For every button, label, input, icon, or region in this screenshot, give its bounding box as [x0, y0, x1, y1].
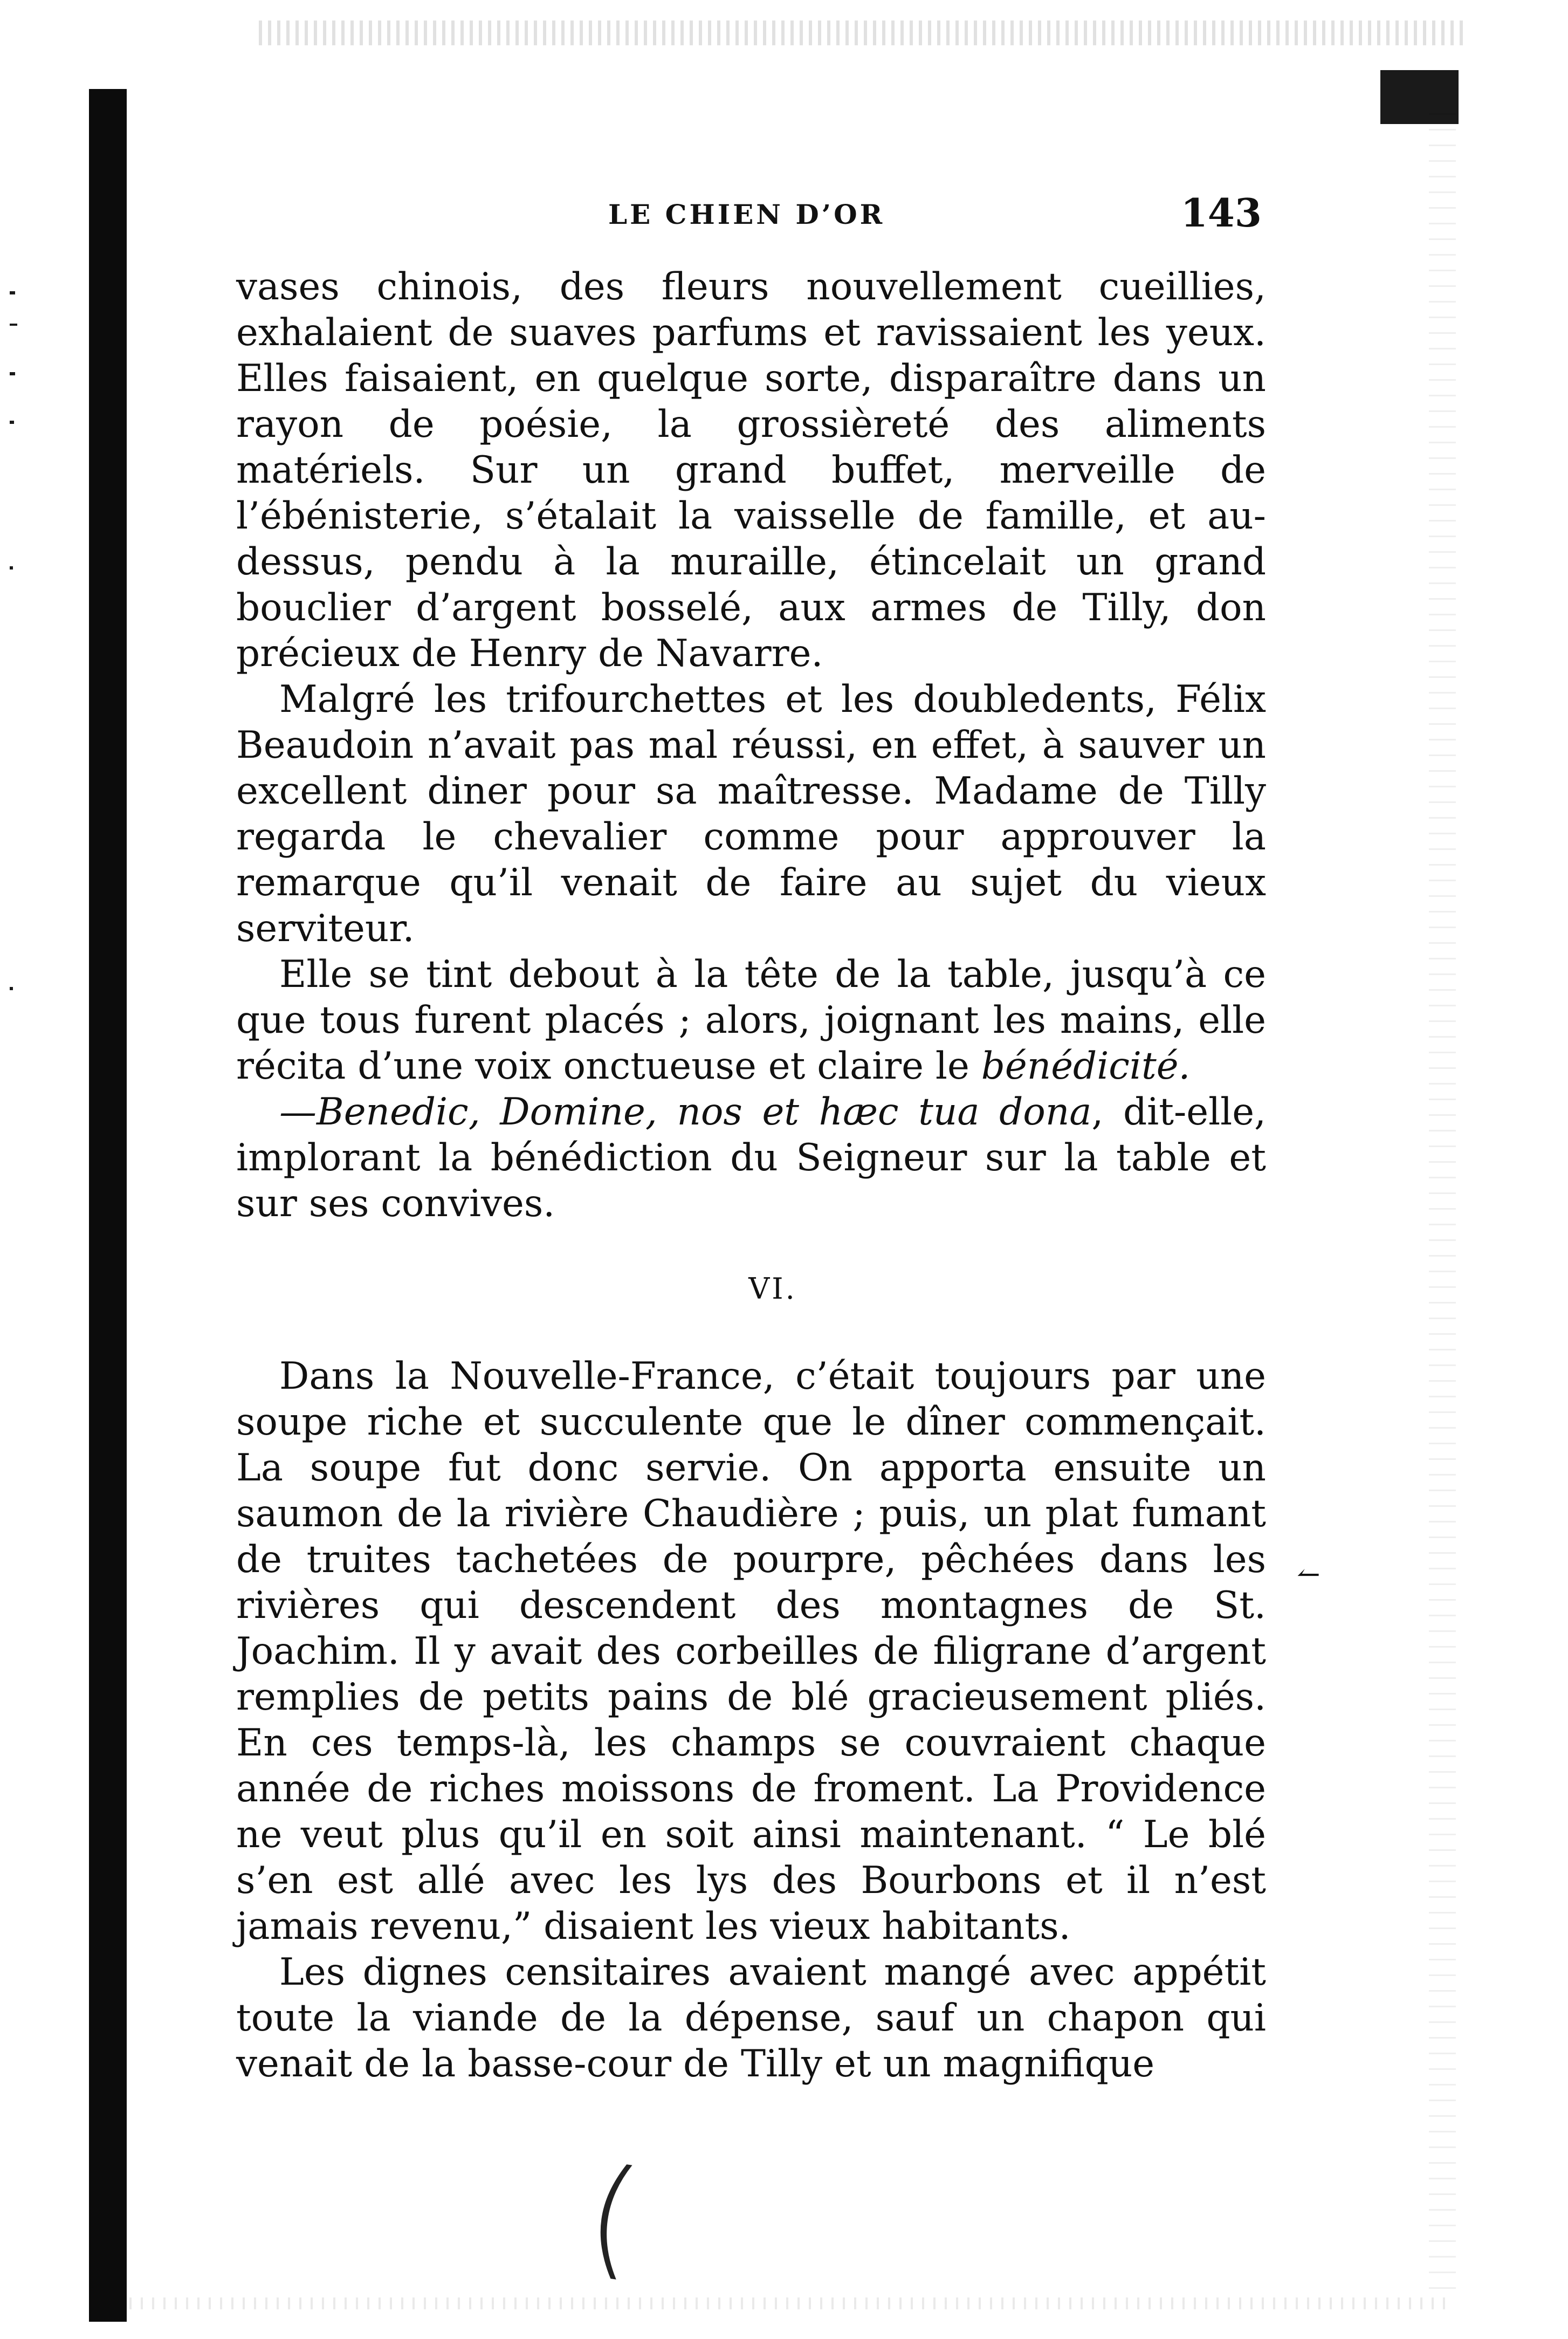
paragraph: Malgré les trifourchettes et les doubledents, Félix Beaudoin n’avait pas mal réussi, en effet, à sauver un excellent diner pour sa maîtresse. Madame de Tilly regarda le chevalier comme pour approuver la remarque qu’il venait de faire au sujet du vieux serviteur. [236, 678, 1266, 950]
running-title: LE CHIEN D’OR [608, 198, 885, 230]
italic-term: bénédicité. [981, 1045, 1191, 1088]
bleed-mark [10, 421, 14, 424]
bleed-mark [10, 566, 13, 570]
page-number: 143 [1180, 190, 1262, 236]
bleed-mark [10, 372, 15, 375]
paragraph-text: Elle se tint debout à la tête de la table, jusqu’à ce que tous furent placés ; alors, joignant les mains, elle récita d’une voix onctueuse et claire le [236, 953, 1266, 1088]
paragraph: Les dignes censitaires avaient mangé avec appétit toute la viande de la dépense, sauf un chapon qui venait de la basse-cour de Tilly et un magnifique [236, 1951, 1266, 2086]
top-edge-smudge [259, 20, 1467, 45]
paragraph [236, 952, 1266, 1089]
bleed-mark [10, 291, 15, 294]
section-number: VI. [748, 1272, 797, 1306]
binding-gutter-shadow [89, 89, 127, 2322]
bottom-edge-smudge [129, 2297, 1450, 2309]
page-body [236, 264, 1266, 2087]
running-head [236, 188, 1262, 242]
bleed-mark [10, 324, 17, 326]
paragraph: Dans la Nouvelle-France, c’était toujours par une soupe riche et succulente que le dîner commençait. La soupe fut donc servie. On apporta ensuite un saumon de la rivière Chaudière ; puis, un plat fumant de truites tachetées de pourpre, pêchées dans les rivières qui descendent des montagnes de St. Joachim. Il y avait des corbeilles de filigrane d’argent remplies de petits pains de blé gracieusement pliés. En ces temps-là, les champs se couvraient chaque année de riches moissons de froment. La Providence ne veut plus qu’il en soit ainsi maintenant. “ Le blé s’en est allé avec les lys des Bourbons et il n’est jamais revenu,” disaient les vieux habitants. [236, 1355, 1266, 1948]
latin-quote: —Benedic, Domine, nos et hæc tua dona [279, 1090, 1092, 1134]
margin-arrow-mark: ↼ [1297, 1559, 1321, 1591]
bottom-paren-mark: ( [577, 2138, 649, 2295]
left-margin-bleed [0, 0, 81, 2339]
bleed-mark [10, 987, 13, 990]
paragraph-text: , dit-elle, implorant la bénédiction du Seigneur sur la table et sur ses convives. [236, 1090, 1266, 1225]
paragraph [236, 1089, 1266, 1227]
right-edge-speckle [1429, 113, 1456, 2303]
paragraph: vases chinois, des fleurs nouvellement cueillies, exhalaient de suaves parfums et ravissaient les yeux. Elles faisaient, en quelque sorte, disparaître dans un rayon de poésie, la grossièreté des aliments matériels. Sur un grand buffet, merveille de l’ébénisterie, s’étalait la vaisselle de famille, et au-dessus, pendu à la muraille, étincelait un grand bouclier d’argent bosselé, aux armes de Tilly, don précieux de Henry de Navarre. [236, 265, 1266, 675]
